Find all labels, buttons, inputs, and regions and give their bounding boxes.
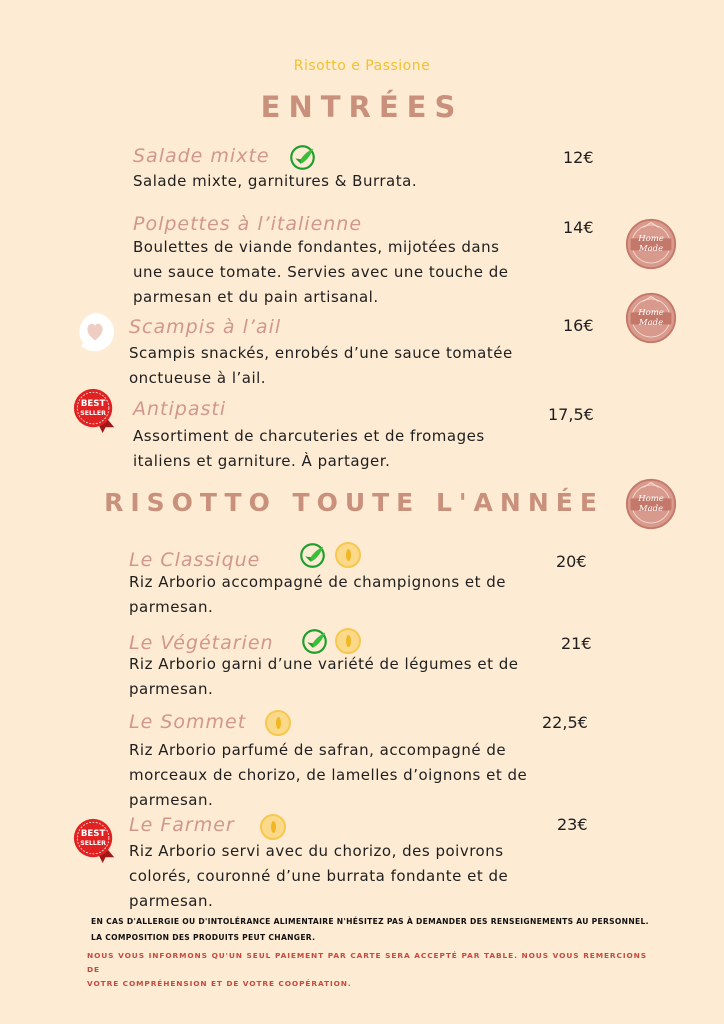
section-title-entrees: ENTRÉES [260,90,464,124]
item-description: Riz Arborio accompagné de champignons et de parmesan. [129,573,507,616]
homemade-badge [625,218,677,270]
svg-text:Home: Home [638,308,664,318]
item-name: Le Classique [129,549,261,571]
svg-text:Home: Home [638,234,664,244]
item-description: Riz Arborio parfumé de safran, accompagné de morceaux de chorizo, de lamelles d’oignons et de parmesan. [129,741,528,809]
item-description: Assortiment de charcuteries et de fromages italiens et garniture. À partager. [133,427,485,470]
vegetarian-icon [299,542,326,569]
svg-text:Made: Made [638,244,664,254]
payment-notice: NOUS VOUS INFORMONS QU'UN SEUL PAIEMENT PAR CARTE SERA ACCEPTÉ PAR TABLE. NOUS VOUS REMERCIONS DE VOTRE COMPRÉHENSION ET DE VOTRE COOPÉRATION. [87,951,647,988]
item-name: Le Farmer [129,814,235,836]
item-price: 12€ [563,148,594,167]
item-name: Le Végétarien [129,632,274,654]
item-price: 23€ [557,815,588,834]
item-name: Polpettes à l’italienne [133,213,363,235]
gluten-free-icon [335,628,361,654]
svg-text:SELLER: SELLER [80,409,106,417]
item-price: 20€ [556,552,587,571]
svg-text:BEST: BEST [80,399,106,410]
homemade-badge [625,292,677,344]
item-name: Le Sommet [129,711,247,733]
allergy-notice: EN CAS D'ALLERGIE OU D'INTOLÉRANCE ALIMENTAIRE N'HÉSITEZ PAS À DEMANDER DES RENSEIGNEMENTS AU PERSONNEL. LA COMPOSITION DES PRODUITS PEUT CHANGER. [91,917,649,942]
best-seller-badge [72,817,118,863]
best-seller-badge [72,387,118,433]
svg-text:Made: Made [638,318,664,328]
item-name: Scampis à l’ail [129,316,282,338]
item-description: Scampis snackés, enrobés d’une sauce tomatée onctueuse à l’ail. [129,344,513,387]
homemade-badge [625,478,677,530]
svg-text:BEST: BEST [80,829,106,840]
favorite-heart-icon [73,310,117,354]
svg-text:SELLER: SELLER [80,839,106,847]
item-price: 16€ [563,316,594,335]
item-description: Riz Arborio garni d’une variété de légumes et de parmesan. [129,655,519,698]
item-description: Boulettes de viande fondantes, mijotées dans une sauce tomate. Servies avec une touche de parmesan et du pain artisanal. [133,238,509,306]
item-description: Salade mixte, garnitures & Burrata. [133,172,418,190]
gluten-free-icon [265,710,291,736]
item-price: 22,5€ [542,713,588,732]
svg-text:Home: Home [638,494,664,504]
gluten-free-icon [335,542,361,568]
item-name: Salade mixte [133,145,270,167]
item-price: 21€ [561,634,592,653]
vegetarian-icon [289,144,316,171]
section-title-risotto: RISOTTO TOUTE L'ANNÉE [104,488,604,517]
restaurant-name: Risotto e Passione [293,58,431,74]
svg-text:Made: Made [638,504,664,514]
item-name: Antipasti [133,398,227,420]
item-price: 17,5€ [548,405,594,424]
gluten-free-icon [260,814,286,840]
item-price: 14€ [563,218,594,237]
vegetarian-icon [301,628,328,655]
item-description: Riz Arborio servi avec du chorizo, des poivrons colorés, couronné d’une burrata fondante et de parmesan. [129,842,509,910]
